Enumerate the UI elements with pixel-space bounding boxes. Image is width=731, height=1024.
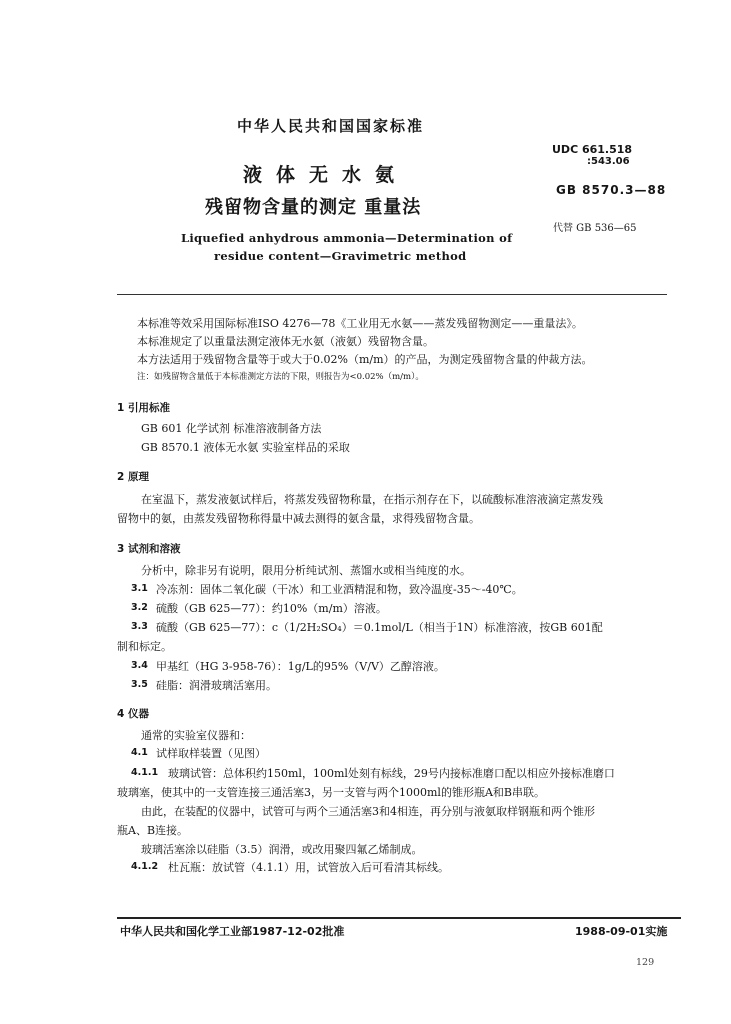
intro-note: 注：如残留物含量低于本标准测定方法的下限，则报告为<0.02%（m/m）。: [137, 372, 424, 382]
standard-title: 液体无水氨: [243, 164, 409, 186]
section-1-heading: 1 引用标准: [117, 402, 170, 414]
section-3-heading: 3 试剂和溶液: [117, 543, 181, 555]
principle-line-1: 在室温下，蒸发液氨试样后，将蒸发残留物称量，在指示剂存在下，以硫酸标准溶液滴定蒸发残: [141, 493, 603, 506]
clause-number: 3.5: [131, 679, 148, 690]
clause-text-continued: 制和标定。: [117, 640, 172, 653]
apparatus-intro: 通常的实验室仪器和：: [141, 729, 251, 742]
clause-text-continued: 瓶A、B连接。: [117, 824, 189, 837]
clause-number: 3.3: [131, 621, 148, 632]
english-title-line-2: residue content—Gravimetric method: [214, 249, 467, 263]
clause-text: 硫酸（GB 625—77）：c（1/2H₂SO₄）＝0.1mol/L（相当于1N）标准溶液，按GB 601配: [156, 621, 603, 634]
clause-number: 4.1: [131, 747, 148, 758]
reagents-intro: 分析中，除非另有说明，限用分析纯试剂、蒸馏水或相当纯度的水。: [141, 564, 471, 577]
gb-number: GB 8570.3—88: [556, 183, 667, 197]
clause-text: 硫酸（GB 625—77）：约10%（m/m）溶液。: [156, 602, 387, 615]
udc-code-suffix: :543.06: [587, 156, 630, 167]
page-number: 129: [636, 957, 655, 968]
clause-text: 杜瓦瓶：放试管（4.1.1）用，试管放入后可看清其标线。: [168, 861, 449, 874]
footer-divider: [117, 917, 681, 919]
clause-text: 硅脂：润滑玻璃活塞用。: [156, 679, 277, 692]
principle-line-2: 留物中的氨，由蒸发残留物称得量中减去测得的氨含量，求得残留物含量。: [117, 512, 480, 525]
clause-number: 4.1.2: [131, 861, 159, 872]
intro-line-3: 本方法适用于残留物含量等于或大于0.02%（m/m）的产品，为测定残留物含量的仲裁方法。: [137, 353, 593, 366]
clause-text-continued: 玻璃活塞涂以硅脂（3.5）润滑，或改用聚四氟乙烯制成。: [141, 843, 423, 856]
reference-item: GB 601 化学试剂 标准溶液制备方法: [141, 422, 322, 435]
standard-subtitle: 残留物含量的测定 重量法: [205, 197, 422, 218]
udc-code: UDC 661.518: [552, 143, 633, 156]
clause-text-continued: 由此，在装配的仪器中，试管可与两个三通活塞3和4相连，再分别与液氨取样钢瓶和两个锥形: [141, 805, 595, 818]
clause-number: 4.1.1: [131, 767, 159, 778]
section-2-heading: 2 原理: [117, 471, 149, 483]
replaces-note: 代替 GB 536—65: [553, 223, 637, 234]
clause-text: 试样取样装置（见图）: [156, 747, 266, 760]
issuing-body: 中华人民共和国国家标准: [237, 117, 425, 135]
clause-number: 3.2: [131, 602, 148, 613]
clause-number: 3.4: [131, 660, 148, 671]
clause-text: 冷冻剂：固体二氧化碳（干冰）和工业酒精混和物，致冷温度-35～-40℃。: [156, 583, 523, 596]
intro-line-2: 本标准规定了以重量法测定液体无水氨（液氨）残留物含量。: [137, 335, 434, 348]
section-4-heading: 4 仪器: [117, 708, 149, 720]
header-divider: [117, 294, 667, 295]
clause-text: 玻璃试管：总体积约150ml，100ml处刻有标线，29号内接标准磨口配以相应外接标准磨口: [168, 767, 615, 780]
english-title-line-1: Liquefied anhydrous ammonia—Determination of: [181, 231, 513, 245]
intro-line-1: 本标准等效采用国际标准ISO 4276—78《工业用无水氨——蒸发残留物测定——重量法》。: [137, 317, 583, 330]
clause-number: 3.1: [131, 583, 148, 594]
reference-item: GB 8570.1 液体无水氨 实验室样品的采取: [141, 441, 350, 454]
effective-date: 1988-09-01实施: [575, 925, 668, 938]
approval-note: 中华人民共和国化学工业部1987-12-02批准: [120, 925, 345, 938]
clause-text-continued: 玻璃塞，使其中的一支管连接三通活塞3，另一支管与两个1000ml的锥形瓶A和B串联。: [117, 786, 545, 799]
clause-text: 甲基红（HG 3-958-76）：1g/L的95%（V/V）乙醇溶液。: [156, 660, 445, 673]
